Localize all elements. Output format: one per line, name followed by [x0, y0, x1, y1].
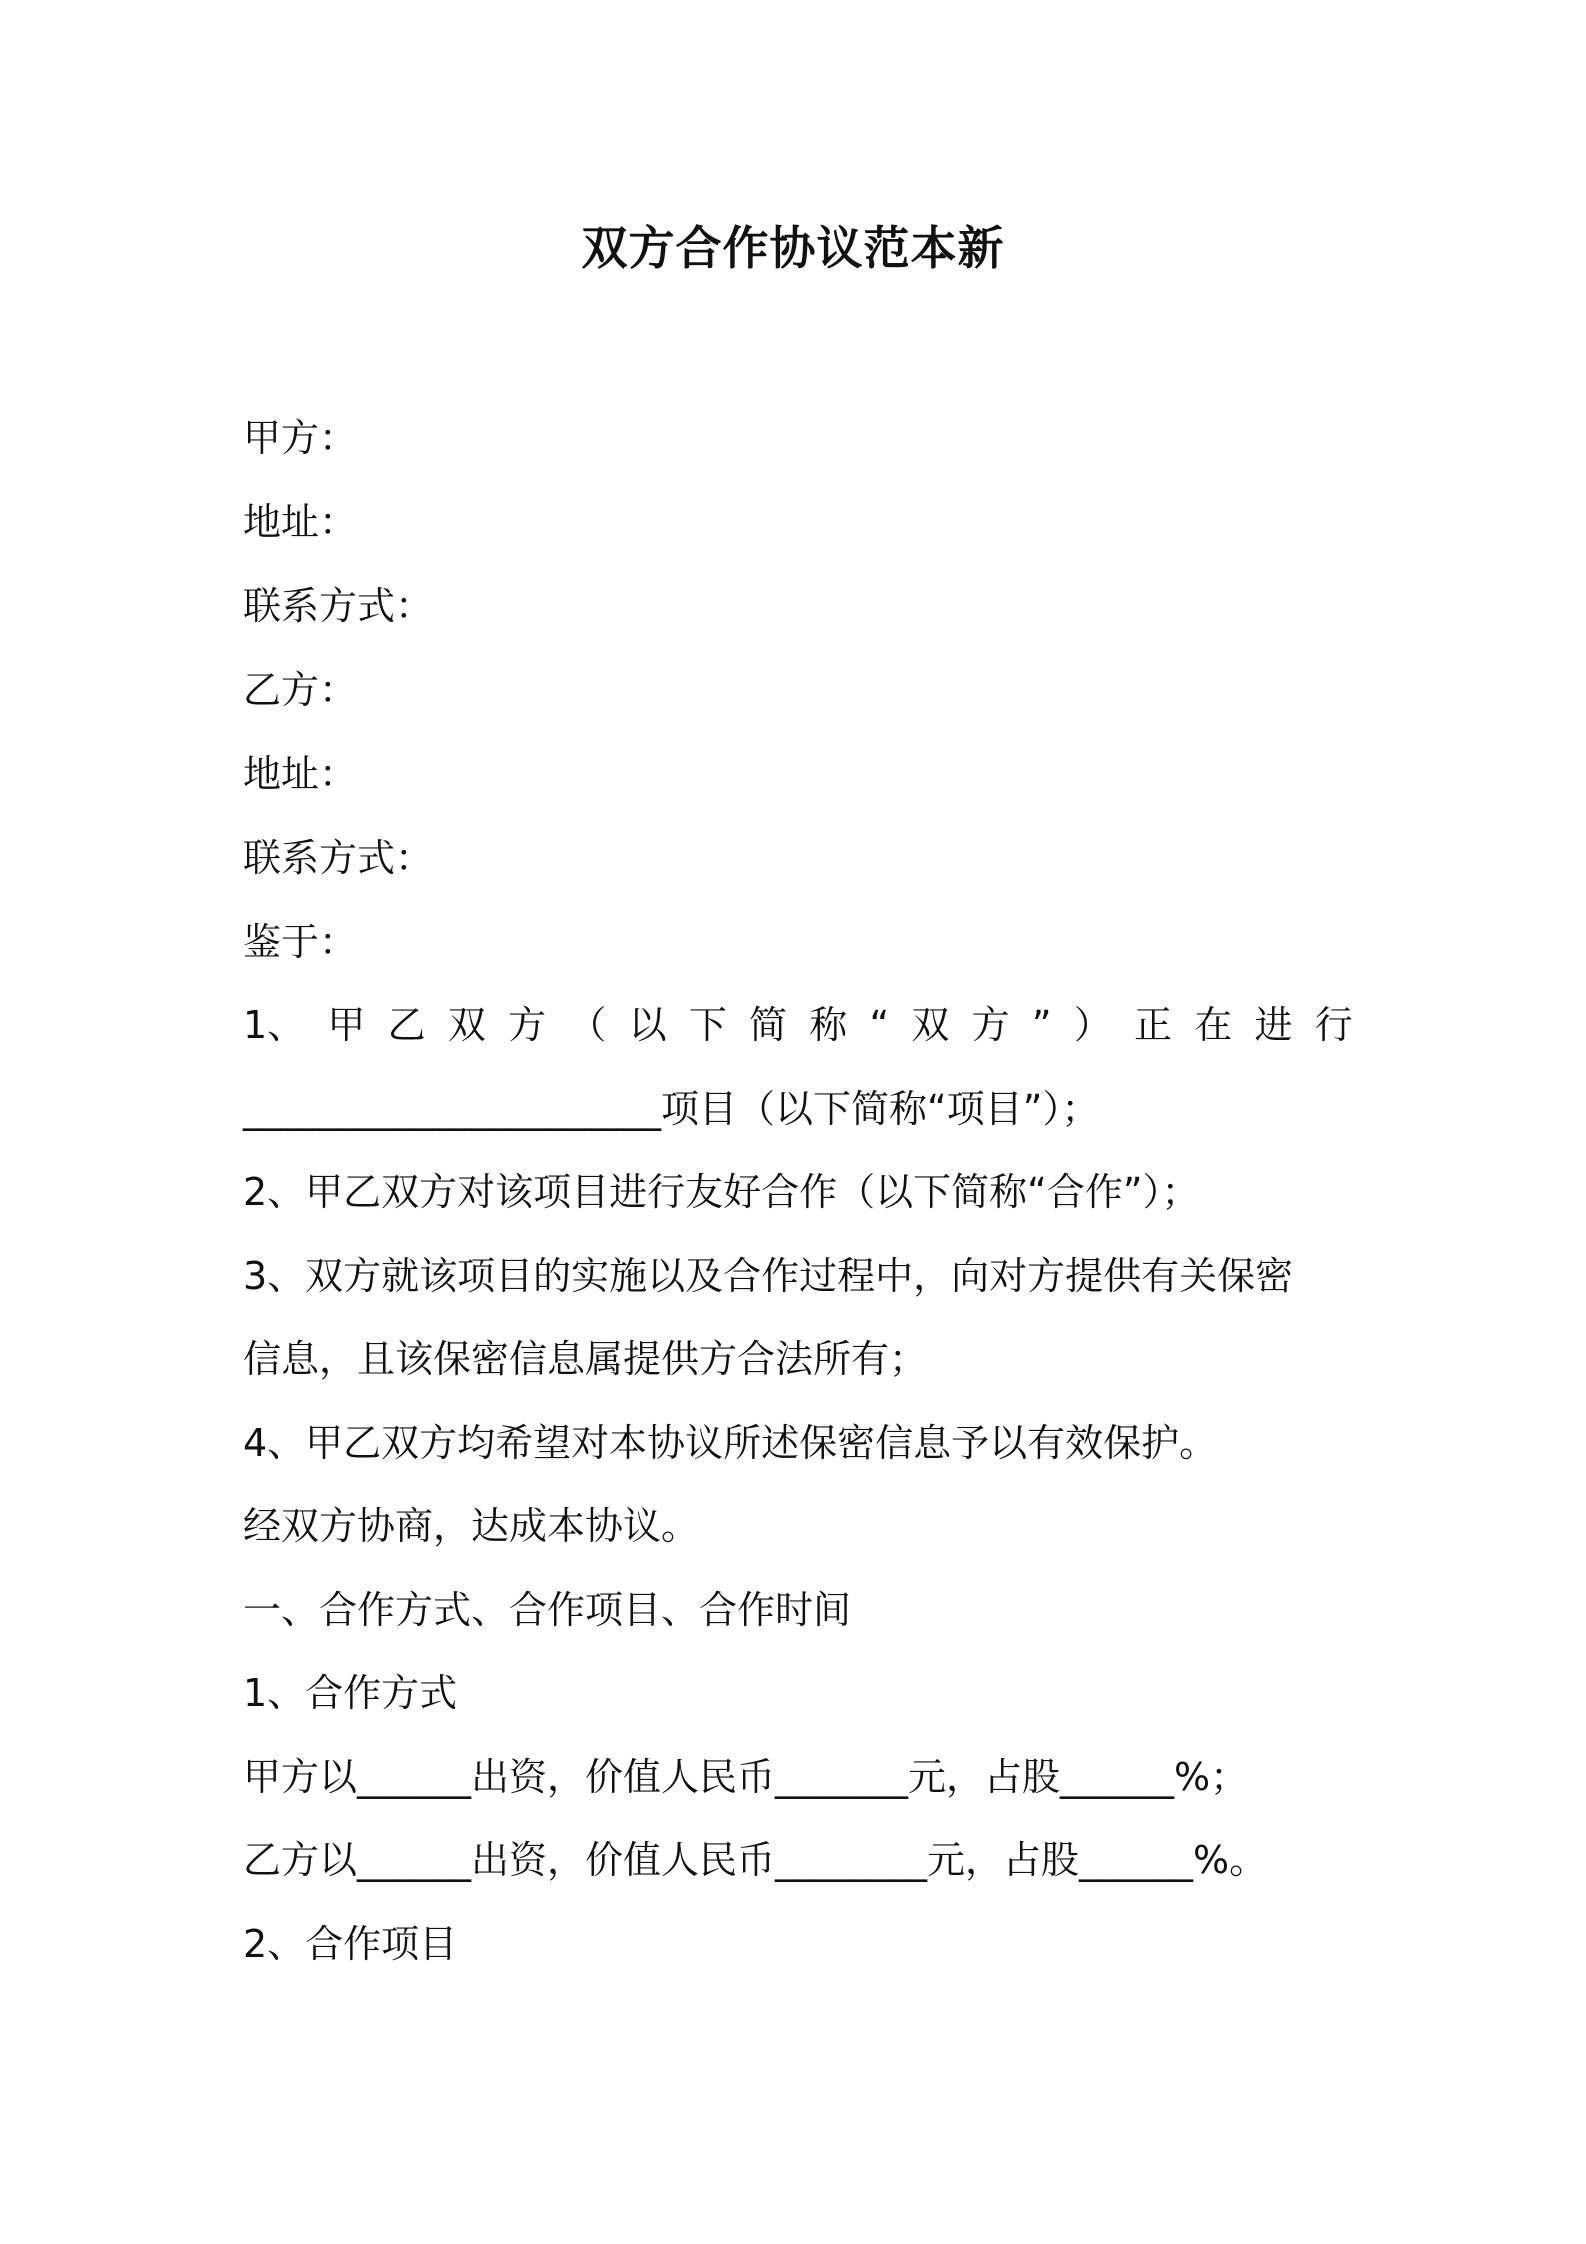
recital-1-char: 双: [447, 1003, 486, 1047]
recital-1-char: 简: [749, 1003, 788, 1047]
party-a-contribution: 甲方以______出资，价值人民币_______元，占股______%；: [243, 1755, 1249, 1799]
party-b-label: 乙方：: [243, 668, 358, 712]
party-b-contact-label: 联系方式：: [243, 836, 434, 880]
subsection-1-1-heading: 1、合作方式: [243, 1671, 458, 1715]
recital-1-char: 方: [508, 1003, 547, 1047]
recital-1-char: ）: [1073, 1003, 1112, 1047]
recital-3-line-1: 3、双方就该项目的实施以及合作过程中，向对方提供有关保密: [243, 1254, 1294, 1298]
recital-1-char: “: [869, 1003, 890, 1047]
recital-1-char: 称: [809, 1003, 848, 1047]
section-1-heading: 一、合作方式、合作项目、合作时间: [243, 1588, 852, 1632]
recital-4: 4、甲乙双方均希望对本协议所述保密信息予以有效保护。: [243, 1421, 1218, 1465]
recital-1-char: 行: [1314, 1003, 1353, 1047]
party-b-address-label: 地址：: [243, 752, 358, 796]
recital-3-line-2: 信息，且该保密信息属提供方合法所有；: [243, 1337, 928, 1381]
recital-1-char: 下: [688, 1003, 727, 1047]
recital-2: 2、甲乙双方对该项目进行友好合作（以下简称“合作”）；: [243, 1170, 1200, 1214]
subsection-1-2-heading: 2、合作项目: [243, 1922, 458, 1966]
recital-1-char: 在: [1194, 1003, 1233, 1047]
recital-1-char: ”: [1031, 1003, 1052, 1047]
party-b-contribution: 乙方以______出资，价值人民币________元，占股______%。: [243, 1838, 1268, 1882]
party-a-contact-label: 联系方式：: [243, 584, 434, 628]
party-a-label: 甲方：: [243, 416, 358, 460]
recital-1-char: 乙: [387, 1003, 426, 1047]
recital-1-char: 甲: [327, 1003, 366, 1047]
recital-1-char: 方: [971, 1003, 1010, 1047]
agreement-statement: 经双方协商，达成本协议。: [243, 1504, 700, 1548]
document-title: 双方合作协议范本新: [581, 221, 1005, 275]
recital-1-char: 以: [628, 1003, 667, 1047]
recital-1-char: 双: [911, 1003, 950, 1047]
party-a-address-label: 地址：: [243, 500, 358, 544]
recital-1-char: 1、: [243, 1003, 306, 1047]
recital-1-line-2: ______________________项目（以下简称“项目”）；: [243, 1087, 1100, 1131]
whereas-label: 鉴于：: [243, 920, 358, 964]
recital-1-char: 进: [1254, 1003, 1293, 1047]
recital-1-char: （: [568, 1003, 607, 1047]
recital-1-char: 正: [1134, 1003, 1173, 1047]
recital-1-line-1: [243, 995, 1353, 1055]
